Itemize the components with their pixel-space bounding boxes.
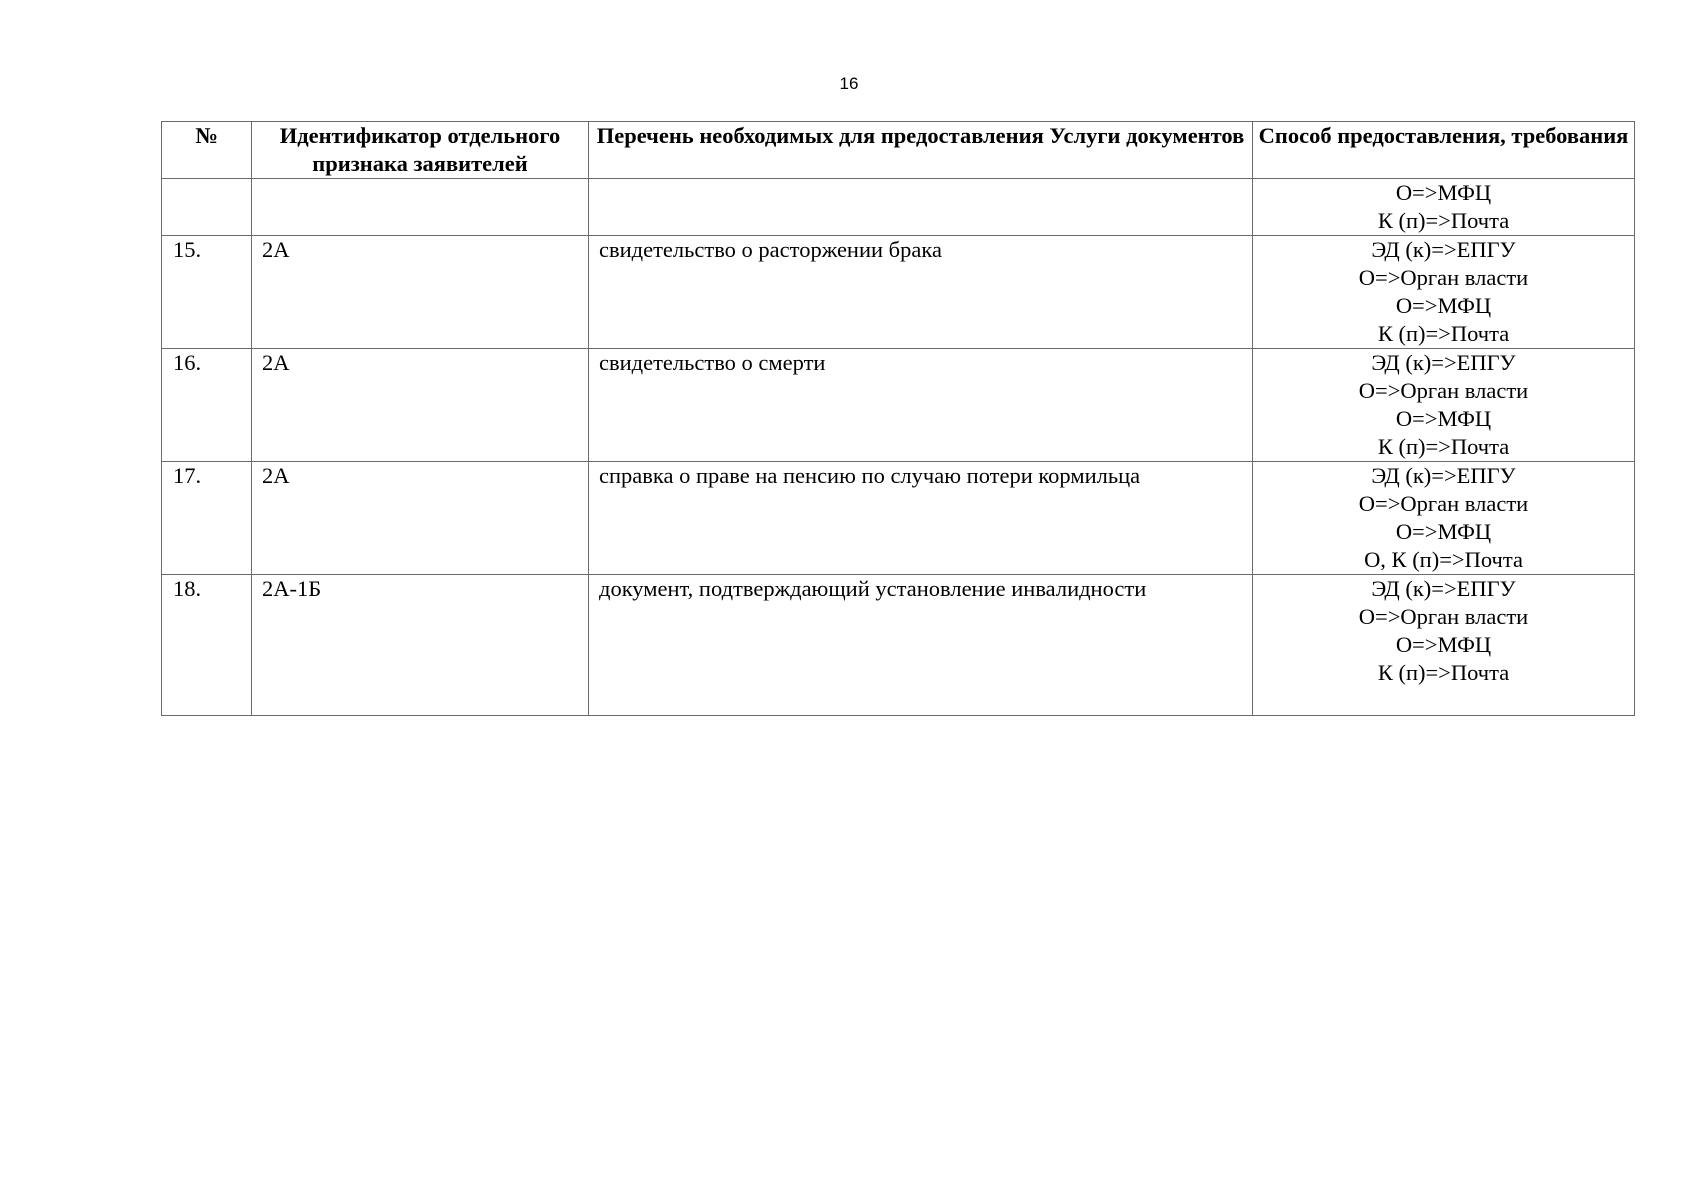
- row-identifier: 2А-1Б: [252, 575, 589, 716]
- table-row: [162, 349, 1635, 462]
- method-line: О=>МФЦ: [1395, 519, 1492, 544]
- header-documents: Перечень необходимых для предоставления Услуги документов: [589, 122, 1253, 179]
- method-line: ЭД (к)=>ЕПГУ: [1371, 350, 1516, 375]
- row-method: [1253, 236, 1635, 349]
- method-line: ЭД (к)=>ЕПГУ: [1371, 576, 1516, 601]
- row-identifier: 2А: [252, 349, 589, 462]
- table-row: [162, 236, 1635, 349]
- method-line: О=>Орган власти: [1358, 265, 1529, 290]
- header-num: №: [162, 122, 252, 179]
- page-number: 16: [839, 74, 859, 93]
- method-line: К (п)=>Почта: [1377, 321, 1510, 346]
- method-line: К (п)=>Почта: [1377, 660, 1510, 685]
- method-line: ЭД (к)=>ЕПГУ: [1371, 237, 1516, 262]
- row-method: [1253, 179, 1635, 236]
- table-row: [162, 462, 1635, 575]
- table-header-row: [162, 122, 1635, 179]
- row-document: свидетельство о смерти: [589, 349, 1253, 462]
- method-line: К (п)=>Почта: [1377, 208, 1510, 233]
- row-num: 16.: [162, 349, 252, 462]
- table-row: [162, 575, 1635, 716]
- row-identifier: 2А: [252, 462, 589, 575]
- method-line: О=>Орган власти: [1358, 491, 1529, 516]
- row-document: [589, 179, 1253, 236]
- row-num: [162, 179, 252, 236]
- table-row: [162, 179, 1635, 236]
- row-num: 15.: [162, 236, 252, 349]
- row-method: [1253, 349, 1635, 462]
- method-line: К (п)=>Почта: [1377, 434, 1510, 459]
- row-document: справка о праве на пенсию по случаю потери кормильца: [589, 462, 1253, 575]
- header-method: Способ предоставления, требования: [1253, 122, 1635, 179]
- row-num: 17.: [162, 462, 252, 575]
- method-line: О=>МФЦ: [1395, 632, 1492, 657]
- method-line: О=>Орган власти: [1358, 604, 1529, 629]
- row-identifier: 2А: [252, 236, 589, 349]
- method-line: О=>МФЦ: [1395, 406, 1492, 431]
- row-num: 18.: [162, 575, 252, 716]
- method-line: О=>МФЦ: [1395, 180, 1492, 205]
- method-line: ЭД (к)=>ЕПГУ: [1371, 463, 1516, 488]
- row-document: свидетельство о расторжении брака: [589, 236, 1253, 349]
- row-method: [1253, 575, 1635, 716]
- method-line: О=>Орган власти: [1358, 378, 1529, 403]
- row-document: документ, подтверждающий установление инвалидности: [589, 575, 1253, 716]
- method-line: О, К (п)=>Почта: [1364, 547, 1523, 572]
- header-identifier: Идентификатор отдельного признака заявителей: [252, 122, 589, 179]
- documents-table: [161, 121, 1635, 716]
- row-method: [1253, 462, 1635, 575]
- method-line: О=>МФЦ: [1395, 293, 1492, 318]
- row-identifier: [252, 179, 589, 236]
